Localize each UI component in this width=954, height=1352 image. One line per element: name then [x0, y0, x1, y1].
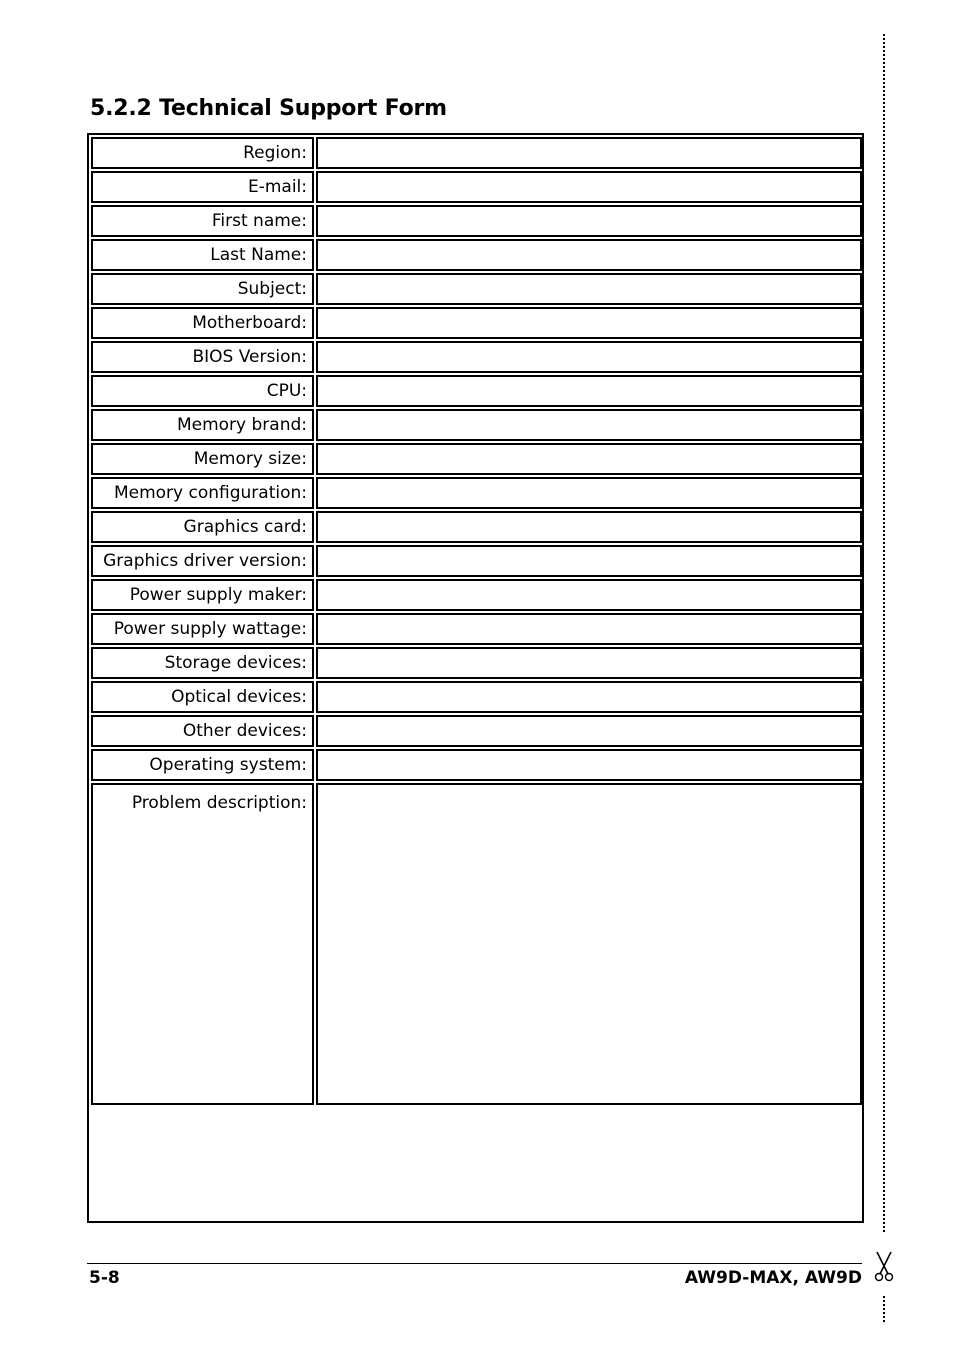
- product-name: AW9D-MAX, AW9D: [684, 1268, 862, 1288]
- form-row-memory-size: [91, 443, 862, 475]
- form-row-power-supply-wattage: [91, 613, 862, 645]
- field-label-cpu: CPU:: [91, 375, 314, 407]
- form-row-other-devices: [91, 715, 862, 747]
- form-row-motherboard: [91, 307, 862, 339]
- field-label-graphics-driver-version: Graphics driver version:: [91, 545, 314, 577]
- field-label-bios-version: BIOS Version:: [91, 341, 314, 373]
- form-row-storage-devices: [91, 647, 862, 679]
- field-input-operating-system[interactable]: [316, 749, 862, 781]
- scissors-icon: [872, 1250, 896, 1284]
- field-label-power-supply-maker: Power supply maker:: [91, 579, 314, 611]
- field-input-subject[interactable]: [316, 273, 862, 305]
- technical-support-form: [89, 135, 864, 1107]
- form-row-operating-system: [91, 749, 862, 781]
- form-row-email: [91, 171, 862, 203]
- form-row-graphics-driver-version: [91, 545, 862, 577]
- field-label-motherboard: Motherboard:: [91, 307, 314, 339]
- form-row-first-name: [91, 205, 862, 237]
- field-label-other-devices: Other devices:: [91, 715, 314, 747]
- field-input-other-devices[interactable]: [316, 715, 862, 747]
- field-input-last-name[interactable]: [316, 239, 862, 271]
- field-label-memory-brand: Memory brand:: [91, 409, 314, 441]
- form-row-bios-version: [91, 341, 862, 373]
- cut-line-lower: [883, 1296, 885, 1322]
- field-input-power-supply-maker[interactable]: [316, 579, 862, 611]
- form-row-subject: [91, 273, 862, 305]
- field-label-graphics-card: Graphics card:: [91, 511, 314, 543]
- field-label-operating-system: Operating system:: [91, 749, 314, 781]
- field-label-last-name: Last Name:: [91, 239, 314, 271]
- cut-line-upper: [883, 34, 885, 1232]
- section-title: 5.2.2 Technical Support Form: [90, 96, 447, 121]
- field-input-cpu[interactable]: [316, 375, 862, 407]
- field-input-bios-version[interactable]: [316, 341, 862, 373]
- field-input-problem-description[interactable]: [316, 783, 862, 1105]
- field-label-problem-description: Problem description:: [91, 783, 314, 1105]
- page-number: 5-8: [89, 1268, 120, 1288]
- field-input-motherboard[interactable]: [316, 307, 862, 339]
- field-label-optical-devices: Optical devices:: [91, 681, 314, 713]
- field-label-subject: Subject:: [91, 273, 314, 305]
- field-label-storage-devices: Storage devices:: [91, 647, 314, 679]
- field-label-email: E-mail:: [91, 171, 314, 203]
- field-input-first-name[interactable]: [316, 205, 862, 237]
- field-input-email[interactable]: [316, 171, 862, 203]
- field-label-first-name: First name:: [91, 205, 314, 237]
- field-input-power-supply-wattage[interactable]: [316, 613, 862, 645]
- field-input-graphics-card[interactable]: [316, 511, 862, 543]
- form-row-region: [91, 137, 862, 169]
- field-input-region[interactable]: [316, 137, 862, 169]
- field-input-storage-devices[interactable]: [316, 647, 862, 679]
- form-row-graphics-card: [91, 511, 862, 543]
- field-input-memory-size[interactable]: [316, 443, 862, 475]
- field-input-graphics-driver-version[interactable]: [316, 545, 862, 577]
- form-row-power-supply-maker: [91, 579, 862, 611]
- field-input-optical-devices[interactable]: [316, 681, 862, 713]
- form-row-cpu: [91, 375, 862, 407]
- form-row-problem-description: [91, 783, 862, 1105]
- field-input-memory-configuration[interactable]: [316, 477, 862, 509]
- field-label-memory-configuration: Memory configuration:: [91, 477, 314, 509]
- field-input-memory-brand[interactable]: [316, 409, 862, 441]
- field-label-power-supply-wattage: Power supply wattage:: [91, 613, 314, 645]
- field-label-memory-size: Memory size:: [91, 443, 314, 475]
- form-row-optical-devices: [91, 681, 862, 713]
- footer-rule: [87, 1263, 862, 1264]
- form-row-memory-brand: [91, 409, 862, 441]
- form-row-memory-configuration: [91, 477, 862, 509]
- field-label-region: Region:: [91, 137, 314, 169]
- form-row-last-name: [91, 239, 862, 271]
